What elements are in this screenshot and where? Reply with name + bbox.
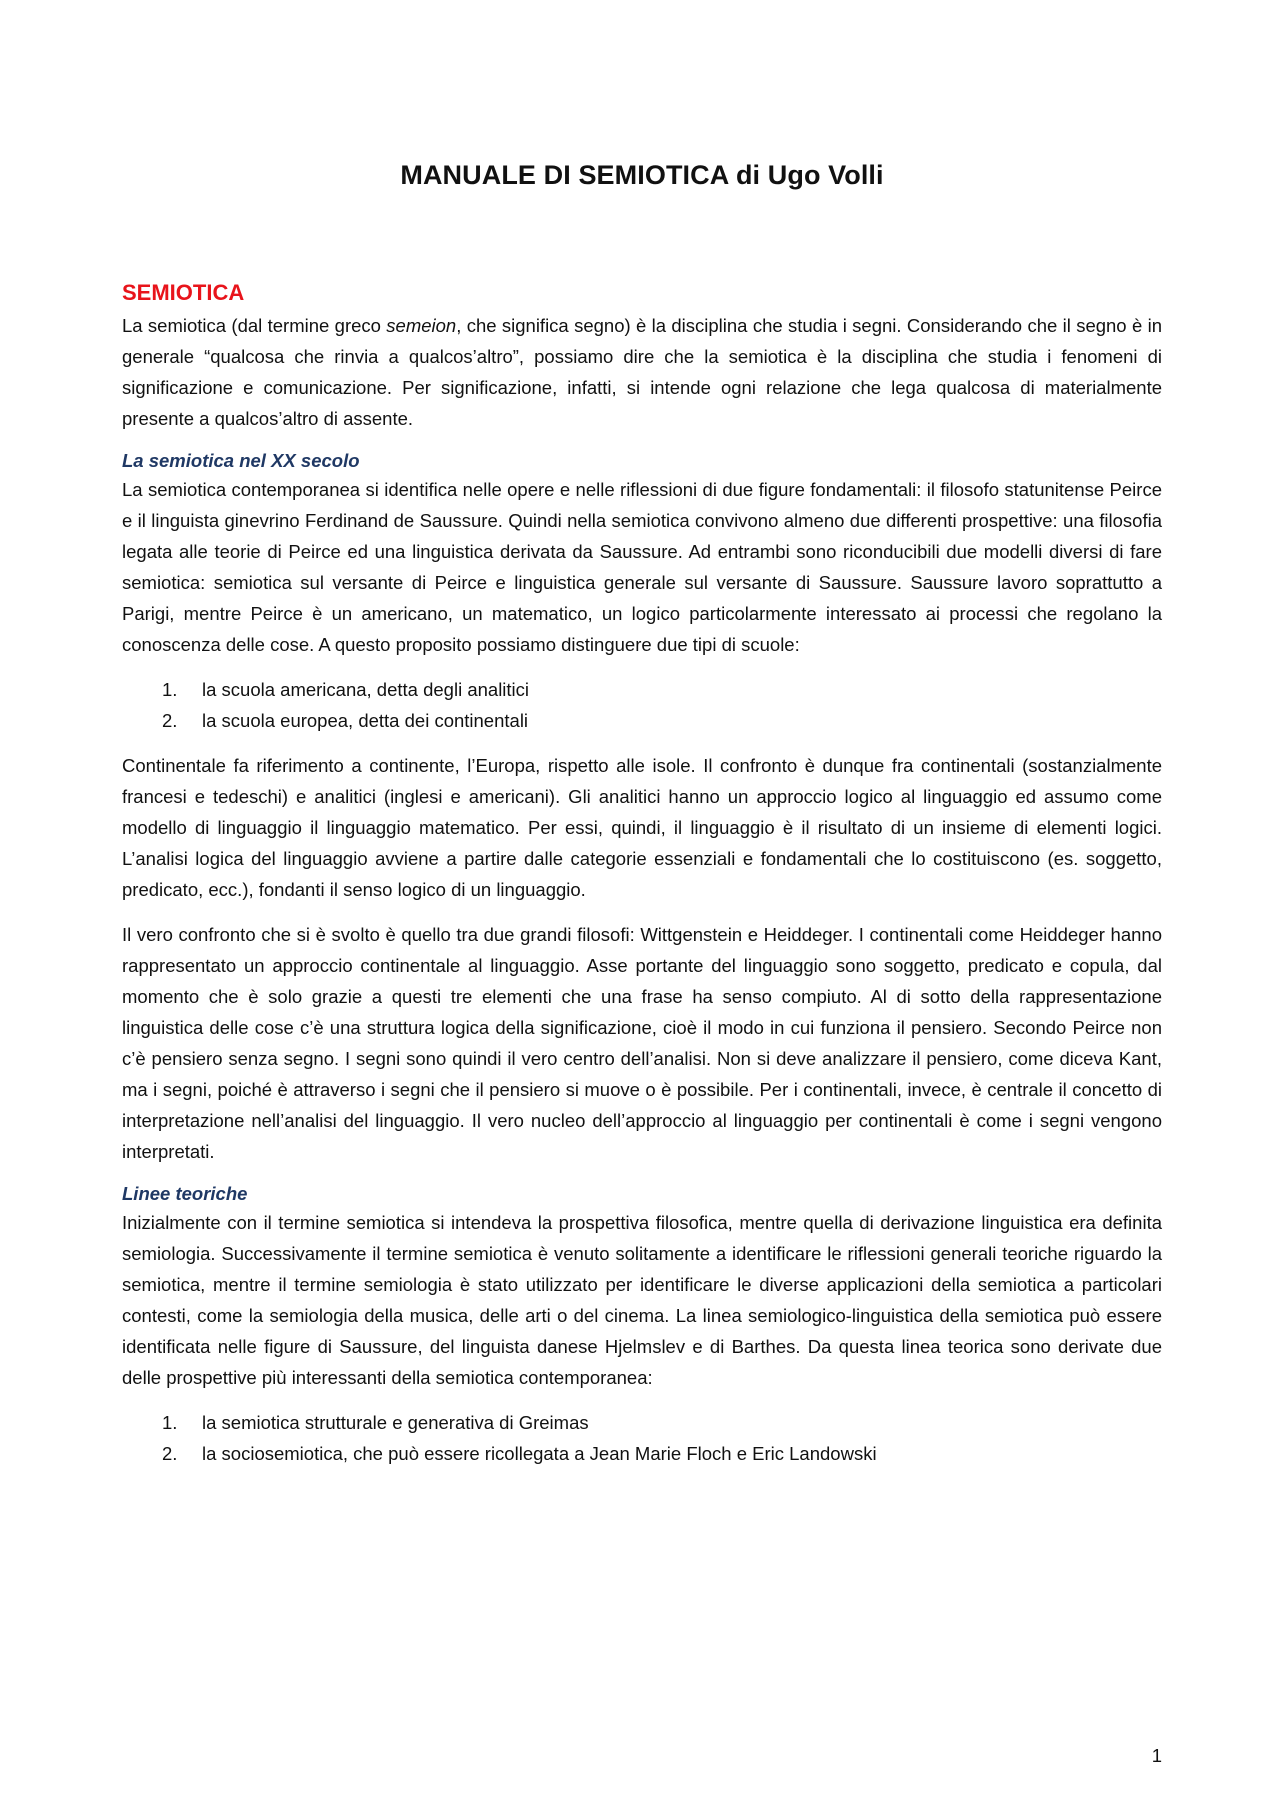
list-item bbox=[122, 1438, 1162, 1469]
intro-paragraph bbox=[122, 310, 1162, 434]
list-number: 1. bbox=[162, 679, 178, 700]
paragraph: Continentale fa riferimento a continente, l’Europa, rispetto alle isole. Il confronto è dunque fra continentali (sostanzialmente francesi e tedeschi) e analitici (inglesi e americani). Gli analitici hanno un approccio logico al linguaggio ed assumo come modello di linguaggio il linguaggio matematico. Per essi, quindi, il linguaggio è il risultato di un insieme di elementi logici. L’analisi logica del linguaggio avviene a partire dalle categorie essenziali e fondamentali che lo costituiscono (es. soggetto, predicato, ecc.), fondanti il senso logico di un linguaggio. bbox=[122, 755, 1162, 900]
intro-text-before: La semiotica (dal termine greco bbox=[122, 315, 387, 336]
list-number: 2. bbox=[162, 1443, 178, 1464]
page-number: 1 bbox=[1151, 1745, 1162, 1766]
paragraph: Il vero confronto che si è svolto è quello tra due grandi filosofi: Wittgenstein e Heiddeger. I continentali come Heiddeger hanno rappresentato un approccio continentale al linguaggio. Asse portante del linguaggio sono soggetto, predicato e copula, dal momento che è solo grazie a questi tre elementi che una frase ha senso compiuto. Al di sotto della rappresentazione linguistica delle cose c’è una struttura logica della significazione, cioè il modo in cui funziona il pensiero. Secondo Peirce non c’è pensiero senza segno. I segni sono quindi il vero centro dell’analisi. Non si deve analizzare il pensiero, come diceva Kant, ma i segni, poiché è attraverso i segni che il pensiero si muove o è possibile. Per i continentali, invece, è centrale il concetto di interpretazione nell’analisi del linguaggio. Il vero nucleo dell’approccio al linguaggio per continentali è come i segni vengono interpretati. bbox=[122, 924, 1162, 1162]
section-semiotica bbox=[122, 278, 1162, 1469]
list-item bbox=[122, 705, 1162, 736]
perspectives-list bbox=[122, 1407, 1162, 1469]
subheading-xx-secolo: La semiotica nel XX secolo bbox=[122, 450, 360, 471]
list-item bbox=[122, 674, 1162, 705]
list-number: 2. bbox=[162, 710, 178, 731]
intro-text-after: , che significa segno) è la disciplina che studia i segni. Considerando che il segno è in generale “qualcosa che rinvia a qualcos’altro”, possiamo dire che la semiotica è la disciplina che studia i fenomeni di significazione e comunicazione. Per significazione, infatti, si intende ogni relazione che lega qualcosa di materialmente presente a qualcos’altro di assente. bbox=[122, 315, 1162, 429]
list-number: 1. bbox=[162, 1412, 178, 1433]
subheading-linee-teoriche: Linee teoriche bbox=[122, 1183, 248, 1204]
document-title: MANUALE DI SEMIOTICA di Ugo Volli bbox=[400, 160, 884, 190]
section-heading: SEMIOTICA bbox=[122, 280, 245, 305]
intro-italic-term: semeion bbox=[386, 315, 457, 336]
schools-list bbox=[122, 674, 1162, 736]
list-text: la scuola americana, detta degli analitici bbox=[202, 679, 530, 700]
list-item bbox=[122, 1407, 1162, 1438]
list-text: la scuola europea, detta dei continentali bbox=[202, 710, 529, 731]
list-text: la semiotica strutturale e generativa di Greimas bbox=[202, 1412, 589, 1433]
paragraph: Inizialmente con il termine semiotica si intendeva la prospettiva filosofica, mentre quella di derivazione linguistica era definita semiologia. Successivamente il termine semiotica è venuto solitamente a identificare le riflessioni generali teoriche riguardo la semiotica, mentre il termine semiologia è stato utilizzato per identificare le diverse applicazioni della semiotica a particolari contesti, come la semiologia della musica, delle arti o del cinema. La linea semiologico-linguistica della semiotica può essere identificata nelle figure di Saussure, del linguista danese Hjelmslev e di Barthes. Da questa linea teorica sono derivate due delle prospettive più interessanti della semiotica contemporanea: bbox=[122, 1212, 1162, 1388]
paragraph: La semiotica contemporanea si identifica nelle opere e nelle riflessioni di due figure fondamentali: il filosofo statunitense Peirce e il linguista ginevrino Ferdinand de Saussure. Quindi nella semiotica convivono almeno due differenti prospettive: una filosofia legata alle teorie di Peirce ed una linguistica derivata da Saussure. Ad entrambi sono riconducibili due modelli diversi di fare semiotica: semiotica sul versante di Peirce e linguistica generale sul versante di Saussure. Saussure lavoro soprattutto a Parigi, mentre Peirce è un americano, un matematico, un logico particolarmente interessato ai processi che regolano la conoscenza delle cose. A questo proposito possiamo distinguere due tipi di scuole: bbox=[122, 479, 1162, 655]
list-text: la sociosemiotica, che può essere ricollegata a Jean Marie Floch e Eric Landowski bbox=[202, 1443, 877, 1464]
